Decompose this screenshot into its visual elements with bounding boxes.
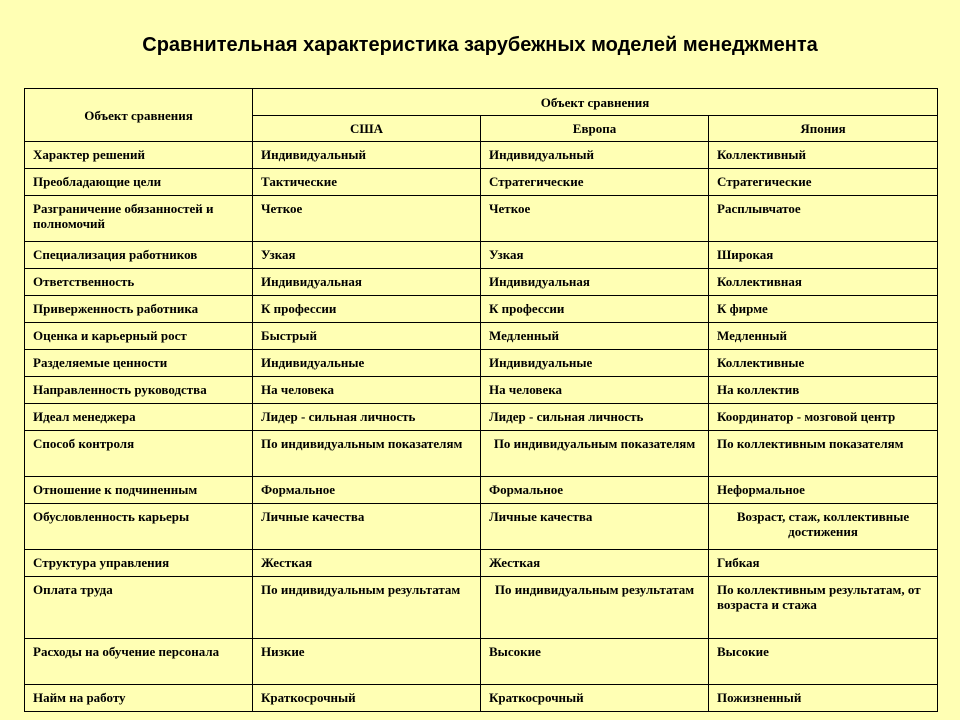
europe-cell: Лидер - сильная личность [481, 404, 709, 431]
criterion-cell: Структура управления [25, 550, 253, 577]
table-row [25, 639, 938, 685]
japan-cell: По коллективным показателям [709, 431, 938, 477]
europe-cell: По индивидуальным результатам [481, 577, 709, 639]
criterion-cell: Специализация работников [25, 242, 253, 269]
table-row [25, 169, 938, 196]
column-header-europe: Европа [481, 116, 709, 142]
table-row [25, 550, 938, 577]
criterion-cell: Приверженность работника [25, 296, 253, 323]
japan-cell: Широкая [709, 242, 938, 269]
table-row [25, 477, 938, 504]
table-row [25, 350, 938, 377]
criterion-cell: Характер решений [25, 142, 253, 169]
criterion-cell: Оплата труда [25, 577, 253, 639]
table-row [25, 296, 938, 323]
usa-cell: Личные качества [253, 504, 481, 550]
table-row [25, 685, 938, 712]
table-row [25, 577, 938, 639]
usa-cell: К профессии [253, 296, 481, 323]
usa-cell: Низкие [253, 639, 481, 685]
row-header-cell: Объект сравнения [25, 89, 253, 142]
table-row [25, 431, 938, 477]
japan-cell: Расплывчатое [709, 196, 938, 242]
criterion-cell: Отношение к подчиненным [25, 477, 253, 504]
criterion-cell: Способ контроля [25, 431, 253, 477]
column-header-japan: Япония [709, 116, 938, 142]
europe-cell: Индивидуальные [481, 350, 709, 377]
japan-cell: Стратегические [709, 169, 938, 196]
japan-cell: Гибкая [709, 550, 938, 577]
europe-cell: Стратегические [481, 169, 709, 196]
europe-cell: По индивидуальным показателям [481, 431, 709, 477]
europe-cell: Краткосрочный [481, 685, 709, 712]
criterion-cell: Ответственность [25, 269, 253, 296]
usa-cell: По индивидуальным результатам [253, 577, 481, 639]
usa-cell: Жесткая [253, 550, 481, 577]
japan-cell: На коллектив [709, 377, 938, 404]
criterion-cell: Расходы на обучение персонала [25, 639, 253, 685]
europe-cell: На человека [481, 377, 709, 404]
europe-cell: Четкое [481, 196, 709, 242]
japan-cell: По коллективным результатам, от возраста и стажа [709, 577, 938, 639]
usa-cell: Индивидуальная [253, 269, 481, 296]
japan-cell: Медленный [709, 323, 938, 350]
group-header-cell: Объект сравнения [253, 89, 938, 116]
usa-cell: Краткосрочный [253, 685, 481, 712]
europe-cell: Узкая [481, 242, 709, 269]
criterion-cell: Обусловленность карьеры [25, 504, 253, 550]
europe-cell: Формальное [481, 477, 709, 504]
usa-cell: Тактические [253, 169, 481, 196]
table-row [25, 242, 938, 269]
table-row [25, 142, 938, 169]
criterion-cell: Оценка и карьерный рост [25, 323, 253, 350]
japan-cell: Высокие [709, 639, 938, 685]
table-row [25, 196, 938, 242]
criterion-cell: Разделяемые ценности [25, 350, 253, 377]
comparison-table [24, 88, 938, 712]
usa-cell: По индивидуальным показателям [253, 431, 481, 477]
criterion-cell: Разграничение обязанностей и полномочий [25, 196, 253, 242]
europe-cell: Жесткая [481, 550, 709, 577]
usa-cell: Четкое [253, 196, 481, 242]
table-row [25, 504, 938, 550]
usa-cell: Индивидуальные [253, 350, 481, 377]
table-row [25, 404, 938, 431]
criterion-cell: Найм на работу [25, 685, 253, 712]
criterion-cell: Направленность руководства [25, 377, 253, 404]
europe-cell: К профессии [481, 296, 709, 323]
table-row [25, 323, 938, 350]
japan-cell: Коллективные [709, 350, 938, 377]
usa-cell: На человека [253, 377, 481, 404]
column-header-usa: США [253, 116, 481, 142]
criterion-cell: Преобладающие цели [25, 169, 253, 196]
europe-cell: Индивидуальная [481, 269, 709, 296]
usa-cell: Узкая [253, 242, 481, 269]
usa-cell: Индивидуальный [253, 142, 481, 169]
japan-cell: Неформальное [709, 477, 938, 504]
japan-cell: Коллективный [709, 142, 938, 169]
table-row [25, 377, 938, 404]
page-title: Сравнительная характеристика зарубежных моделей менеджмента [142, 34, 818, 56]
usa-cell: Быстрый [253, 323, 481, 350]
europe-cell: Высокие [481, 639, 709, 685]
criterion-cell: Идеал менеджера [25, 404, 253, 431]
europe-cell: Медленный [481, 323, 709, 350]
usa-cell: Формальное [253, 477, 481, 504]
japan-cell: Коллективная [709, 269, 938, 296]
table-row [25, 269, 938, 296]
usa-cell: Лидер - сильная личность [253, 404, 481, 431]
europe-cell: Индивидуальный [481, 142, 709, 169]
japan-cell: Пожизненный [709, 685, 938, 712]
japan-cell: Возраст, стаж, коллективные достижения [709, 504, 938, 550]
japan-cell: К фирме [709, 296, 938, 323]
europe-cell: Личные качества [481, 504, 709, 550]
japan-cell: Координатор - мозговой центр [709, 404, 938, 431]
